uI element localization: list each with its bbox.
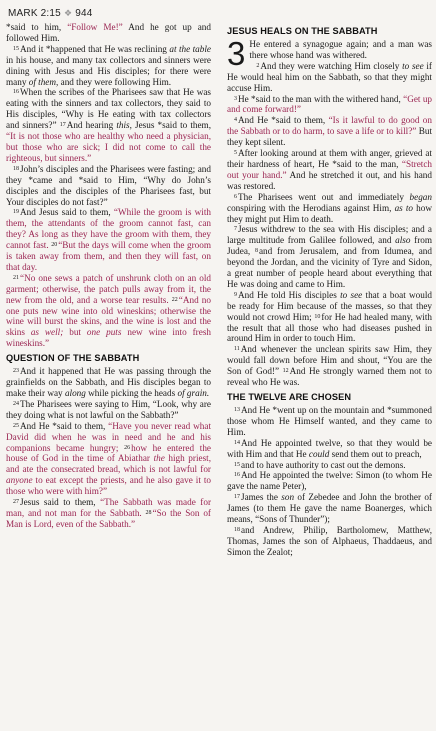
words-of-jesus-text: “Stretch out your hand.”	[227, 158, 432, 180]
verse-text: along	[64, 388, 86, 398]
verse-number: 17	[234, 494, 240, 501]
verse-text: And it happened that He was passing through the grainfields on the Sabbath, and His disciples began to make their way	[6, 366, 211, 398]
verse-text: of Zebedee and John the brother of James (to them He gave the name Boanerges, which means, “Sons of Thunder”);	[227, 492, 432, 525]
verse-number: 5	[234, 150, 237, 157]
verse-number: 13	[234, 407, 240, 413]
verse-text: began	[409, 191, 432, 202]
verse-text: from Judea,	[227, 235, 432, 257]
verse-text: And He *said to them,	[238, 115, 329, 126]
verse-text: how they might put Him to death.	[227, 202, 432, 224]
verse-text: The Pharisees went out and immediately	[238, 191, 410, 202]
verse-paragraph	[227, 405, 432, 438]
separator-icon: ❖	[63, 8, 73, 18]
words-of-jesus-text: “So the Son of Man is Lord, even of the Sabbath.”	[6, 507, 211, 529]
verse-text: son	[281, 492, 295, 503]
verse-paragraph	[227, 192, 432, 225]
words-of-jesus-text: high priest, and ate the consecrated bread, which is not lawful for	[6, 453, 212, 475]
words-of-jesus-text: anyone	[6, 475, 33, 486]
left-column	[6, 22, 211, 530]
verse-number: 19	[13, 209, 19, 216]
verse-text: James the	[241, 492, 282, 503]
words-of-jesus-text: “Get up and come forward!”	[227, 93, 433, 115]
words-of-jesus-text: the	[153, 453, 165, 464]
verse-text: as to	[394, 202, 414, 213]
verse-text: for He had healed many, with the result that all those who had diseases pushed in around Him in order to touch Him.	[227, 311, 432, 344]
verse-paragraph	[6, 497, 211, 530]
verse-paragraph	[227, 115, 432, 148]
verse-number: 7	[234, 226, 237, 233]
verse-paragraph	[6, 87, 211, 163]
verse-number: 21	[13, 274, 19, 281]
verse-paragraph	[6, 399, 211, 421]
book-reference: MARK 2:15	[8, 8, 61, 19]
words-of-jesus-text: “But the days will come when the groom is taken away from them, and then they will fast, on that day.	[6, 240, 211, 272]
verse-text: He entered a synagogue again; and a man was there whose hand was withered.	[249, 39, 432, 60]
verse-paragraph	[227, 438, 432, 460]
verse-text: and Andrew, Philip, Bartholomew, Matthew, Thomas, James the son of Alphaeus, Thaddaeus, and Simon the Zealot;	[227, 524, 432, 557]
verse-number: 15	[13, 45, 19, 52]
verse-text: to see	[340, 289, 363, 300]
words-of-jesus-text: “It is not those who are healthy who need a physician, but those who are sick; I did not come to call the righteous, but sinners.”	[6, 131, 211, 163]
verse-paragraph	[227, 525, 432, 558]
verse-paragraph	[227, 94, 432, 116]
words-of-jesus-text: but	[63, 327, 87, 338]
verse-text: in his house, and many tax collectors and sinners were dining with Jesus and His disciples; for there were many	[6, 54, 211, 87]
page-header	[8, 8, 93, 19]
verse-text: this,	[116, 120, 132, 131]
words-of-jesus-text: to eat except the priests, and he also gave it to those who were with him?”	[6, 475, 211, 497]
verse-text: And He strongly warned them not to reveal who He was.	[227, 366, 432, 388]
verse-number: 16	[13, 89, 19, 96]
verse-text: And He appointed twelve, so that they would be with Him and that He	[227, 437, 432, 459]
words-of-jesus-text: “Follow Me!”	[67, 22, 123, 32]
verse-number: 26	[124, 444, 131, 451]
verse-text: He *said to the man with the withered hand,	[238, 93, 404, 104]
verse-text: John’s disciples and the Pharisees were fasting; and they *came and *said to Him, “Why do John’s disciples and the disciples of the Pharisees fast, but Your disciples do not fast?”	[6, 163, 211, 207]
verse-text: also	[395, 235, 411, 246]
verse-number: 15	[234, 461, 240, 468]
section-heading: JESUS HEALS ON THE SABBATH	[227, 26, 378, 36]
verse-number: 4	[234, 117, 237, 124]
verse-paragraph	[227, 492, 432, 525]
verse-number: 24	[13, 400, 19, 407]
verse-paragraph	[6, 164, 211, 208]
verse-text: The Pharisees were saying to Him, “Look, why are they doing what is not lawful on the Sabbath?”	[6, 398, 211, 420]
words-of-jesus-text: “And no one puts new wine into old wineskins; otherwise the wine will burst the skins, and the wine is lost and the skins	[6, 294, 211, 338]
words-of-jesus-text: “While the groom is with them, the attendants of the groom cannot fast, can they? As long as they have the groom with them, they cannot fast.	[6, 207, 211, 251]
verse-text: Jesus said to them,	[20, 497, 101, 508]
verse-paragraph	[227, 344, 432, 388]
verse-text: But they kept silent.	[227, 126, 432, 148]
section-heading: QUESTION OF THE SABBATH	[6, 353, 140, 364]
words-of-jesus-text: “No one sews a patch of unshrunk cloth on an old garment; otherwise, the patch pulls away from it, the new from the old, and a worse tear results.	[6, 272, 211, 305]
verse-number: 18	[234, 526, 240, 533]
verse-number: 22	[171, 296, 178, 303]
verse-text: After looking around at them with anger, grieved at their hardness of heart, He *said to the man,	[227, 148, 432, 169]
verse-text: And He *said to them,	[20, 420, 109, 431]
verse-number: 23	[13, 368, 19, 375]
verse-text: at the table	[169, 43, 211, 54]
verse-number: 16	[234, 472, 240, 479]
verse-text: And they were watching Him closely	[260, 60, 403, 71]
verse-number: 14	[234, 439, 240, 446]
verse-text: *said to him,	[6, 22, 68, 32]
verse-text: of grain.	[177, 388, 210, 398]
verse-paragraph	[227, 61, 432, 94]
verse-text: When the scribes of the Pharisees saw that He was eating with the sinners and tax collectors, they said to His disciples, “Why is He eating with tax collectors and sinners?”	[6, 87, 211, 131]
verse-number: 20	[51, 242, 58, 249]
verse-text: And he got up and followed Him.	[6, 22, 211, 43]
verse-text: And whenever the unclean spirits saw Him, they would fall down before Him and shout, “You are the Son of God!”	[227, 344, 432, 377]
verse-paragraph	[6, 421, 211, 497]
verse-paragraph	[6, 22, 211, 44]
verse-text: Jesus *said to them,	[131, 120, 212, 131]
verse-number: 25	[13, 422, 19, 429]
verse-number: 3	[234, 95, 237, 102]
verse-number: 10	[314, 313, 321, 320]
verse-text: and they were following Him.	[58, 76, 172, 87]
verse-paragraph	[6, 273, 211, 349]
verse-number: 2	[256, 62, 260, 69]
words-of-jesus-text: as well;	[30, 327, 64, 338]
verse-text: Jesus withdrew to the sea with His disciples; and a large multitude from Galilee followed, and	[227, 224, 432, 246]
verse-text: And it *happened that He was reclining	[20, 43, 170, 54]
words-of-jesus-text: new wine into fresh wineskins.”	[6, 327, 211, 349]
verse-number: 27	[13, 499, 19, 506]
verse-text: send them out to preach,	[329, 448, 422, 459]
verse-number: 17	[59, 122, 66, 129]
verse-paragraph	[6, 44, 211, 88]
section-heading: THE TWELVE ARE CHOSEN	[227, 392, 352, 402]
verse-text: And He appointed the twelve: Simon (to whom He gave the name Peter),	[227, 470, 432, 492]
verse-text: conspiring with the Herodians against Him,	[227, 202, 395, 213]
verse-number: 6	[234, 193, 237, 200]
page-number: 944	[75, 8, 93, 19]
words-of-jesus-text: “The Sabbath was made for man, and not man for the Sabbath.	[6, 497, 211, 518]
verse-text: of them,	[28, 76, 59, 87]
verse-paragraph	[227, 460, 432, 471]
verse-text: And He *went up on the mountain and *summoned those whom He Himself wanted, and they came to Him.	[227, 405, 432, 437]
verse-text: and from Jerusalem, and from Idumea, and beyond the Jordan, and the vicinity of Tyre and Sidon, a great number of people heard about everything that He was doing and came to Him.	[227, 246, 432, 289]
verse-text: And hearing	[66, 120, 117, 131]
verse-text: to see	[402, 60, 424, 71]
verse-text: And He told His disciples	[238, 289, 341, 300]
verse-text: And Jesus said to them,	[20, 207, 114, 218]
chapter-number: 3	[227, 35, 246, 72]
verse-number: 9	[234, 291, 237, 298]
words-of-jesus-text: “Have you never read what David did when he was in need and he and his companions became hungry;	[6, 420, 211, 453]
words-of-jesus-text: how he entered the house of God in the time of Abiathar	[6, 442, 211, 464]
verse-text: if He would heal him on the Sabbath, so that they might accuse Him.	[227, 60, 432, 93]
verse-number: 18	[13, 165, 19, 172]
verse-paragraph	[227, 290, 432, 345]
right-column	[227, 22, 432, 558]
verse-number: 11	[234, 346, 240, 353]
verse-text: while picking the heads	[85, 388, 178, 398]
verse-paragraph	[227, 148, 432, 192]
words-of-jesus-text: “Is it lawful to do good on the Sabbath or to do harm, to save a life or to kill?”	[227, 115, 432, 137]
verse-number: 12	[282, 368, 289, 375]
verse-paragraph	[6, 207, 211, 272]
verse-paragraph	[6, 366, 211, 399]
verse-paragraph	[227, 224, 432, 289]
verse-text: that a boat would be ready for Him because of the masses, so that they would not crowd Him;	[227, 289, 432, 322]
verse-text: could	[308, 448, 330, 459]
verse-number: 8	[254, 248, 258, 255]
verse-number: 28	[145, 509, 152, 516]
verse-text: and to have authority to cast out the demons.	[241, 459, 406, 470]
words-of-jesus-text: one puts	[86, 327, 122, 338]
verse-text: And he stretched it out, and his hand was restored.	[227, 169, 432, 191]
verse-paragraph	[227, 470, 432, 492]
